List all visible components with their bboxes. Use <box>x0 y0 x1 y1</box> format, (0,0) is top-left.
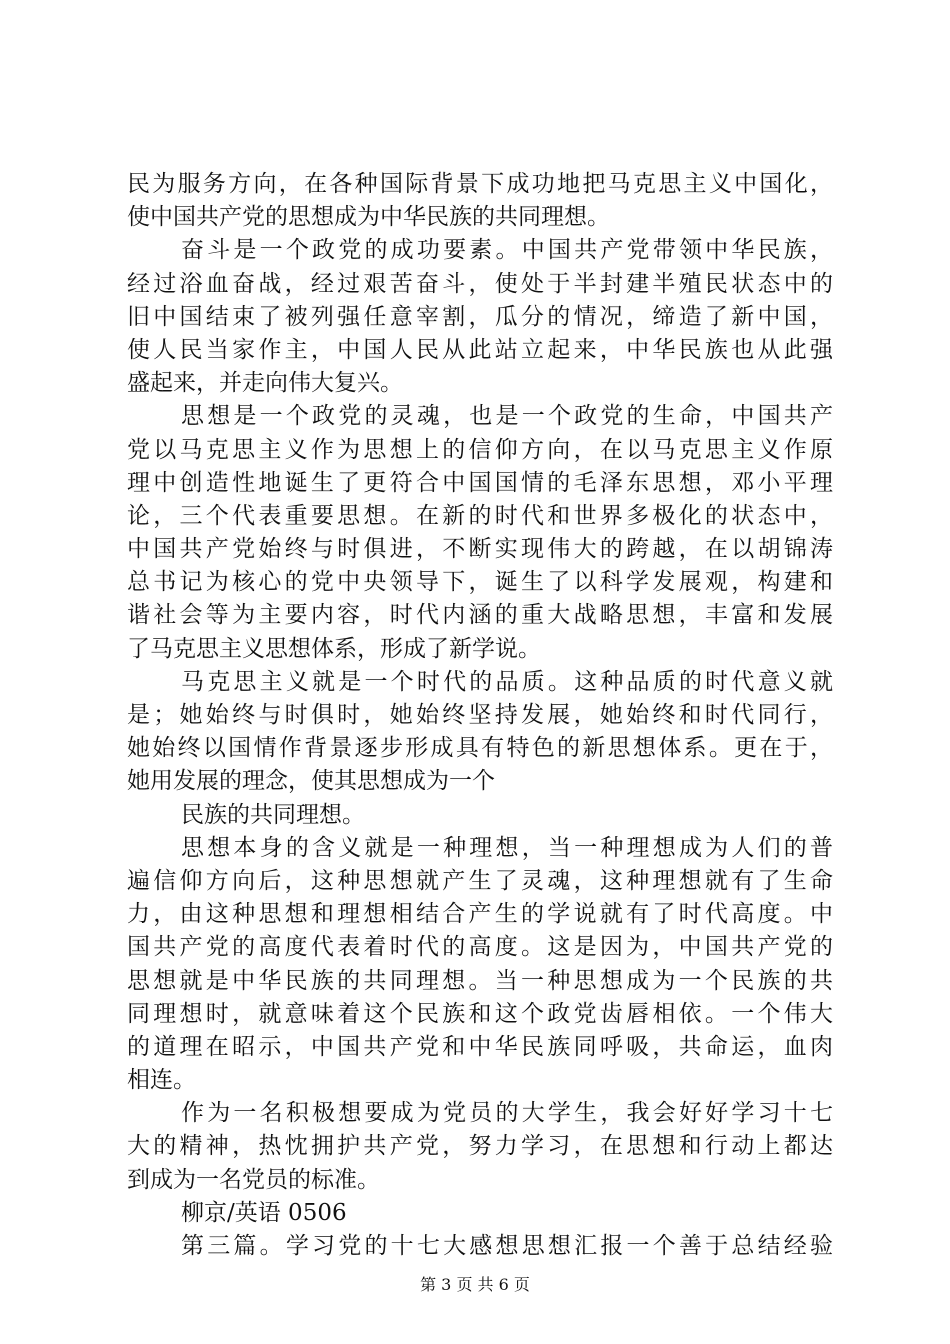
text-line: 作为一名积极想要成为党员的大学生，我会好好学习十七 <box>181 1100 833 1127</box>
text-line: 到成为一名党员的标准。 <box>127 1166 380 1193</box>
text-line: 的道理在昭示，中国共产党和中华民族同呼吸，共命运，血肉 <box>127 1033 833 1060</box>
text-line: 了马克思主义思想体系，形成了新学说。 <box>127 635 541 662</box>
text-line: 民族的共同理想。 <box>181 801 365 828</box>
text-line: 理中创造性地诞生了更符合中国国情的毛泽东思想，邓小平理 <box>127 469 833 496</box>
text-line: 相连。 <box>127 1067 196 1094</box>
text-line: 使人民当家作主，中国人民从此站立起来，中华民族也从此强 <box>127 336 833 363</box>
text-line: 论，三个代表重要思想。在新的时代和世界多极化的状态中， <box>127 502 833 529</box>
document-body <box>127 168 833 1263</box>
text-line: 她始终以国情作背景逐步形成具有特色的新思想体系。更在于， <box>127 735 833 762</box>
text-line: 奋斗是一个政党的成功要素。中国共产党带领中华民族， <box>181 237 833 264</box>
text-line: 力，由这种思想和理想相结合产生的学说就有了时代高度。中 <box>127 901 833 928</box>
text-line: 中国共产党始终与时俱进，不断实现伟大的跨越，在以胡锦涛 <box>127 536 833 563</box>
text-line: 党以马克思主义作为思想上的信仰方向，在以马克思主义作原 <box>127 436 833 463</box>
text-line: 经过浴血奋战，经过艰苦奋斗，使处于半封建半殖民状态中的 <box>127 270 833 297</box>
text-line: 民为服务方向，在各种国际背景下成功地把马克思主义中国化， <box>127 171 833 197</box>
text-line: 旧中国结束了被列强任意宰割，瓜分的情况，缔造了新中国， <box>127 303 833 330</box>
text-line: 谐社会等为主要内容，时代内涵的重大战略思想，丰富和发展 <box>127 602 833 629</box>
text-line: 使中国共产党的思想成为中华民族的共同理想。 <box>127 204 610 231</box>
text-line: 盛起来，并走向伟大复兴。 <box>127 370 403 397</box>
text-line: 国共产党的高度代表着时代的高度。这是因为，中国共产党的 <box>127 934 833 961</box>
text-line: 思想本身的含义就是一种理想，当一种理想成为人们的普 <box>181 834 833 861</box>
text-line: 第三篇。学习党的十七大感想思想汇报一个善于总结经验 <box>181 1233 833 1259</box>
text-line: 柳京/英语 0506 <box>181 1199 347 1226</box>
text-line: 遍信仰方向后，这种思想就产生了灵魂，这种理想就有了生命 <box>127 867 833 894</box>
text-line: 大的精神，热忱拥护共产党，努力学习，在思想和行动上都达 <box>127 1133 833 1160</box>
text-line: 她用发展的理念，使其思想成为一个 <box>127 768 495 795</box>
text-line: 同理想时，就意味着这个民族和这个政党齿唇相依。一个伟大 <box>127 1000 833 1027</box>
text-line: 思想是一个政党的灵魂，也是一个政党的生命，中国共产 <box>181 403 833 430</box>
page-footer: 第 3 页 共 6 页 <box>420 1275 530 1294</box>
text-line: 总书记为核心的党中央领导下，诞生了以科学发展观，构建和 <box>127 569 833 596</box>
text-line: 马克思主义就是一个时代的品质。这种品质的时代意义就 <box>181 668 833 695</box>
text-line: 思想就是中华民族的共同理想。当一种思想成为一个民族的共 <box>127 967 833 994</box>
text-line: 是；她始终与时俱时，她始终坚持发展，她始终和时代同行， <box>127 702 833 728</box>
